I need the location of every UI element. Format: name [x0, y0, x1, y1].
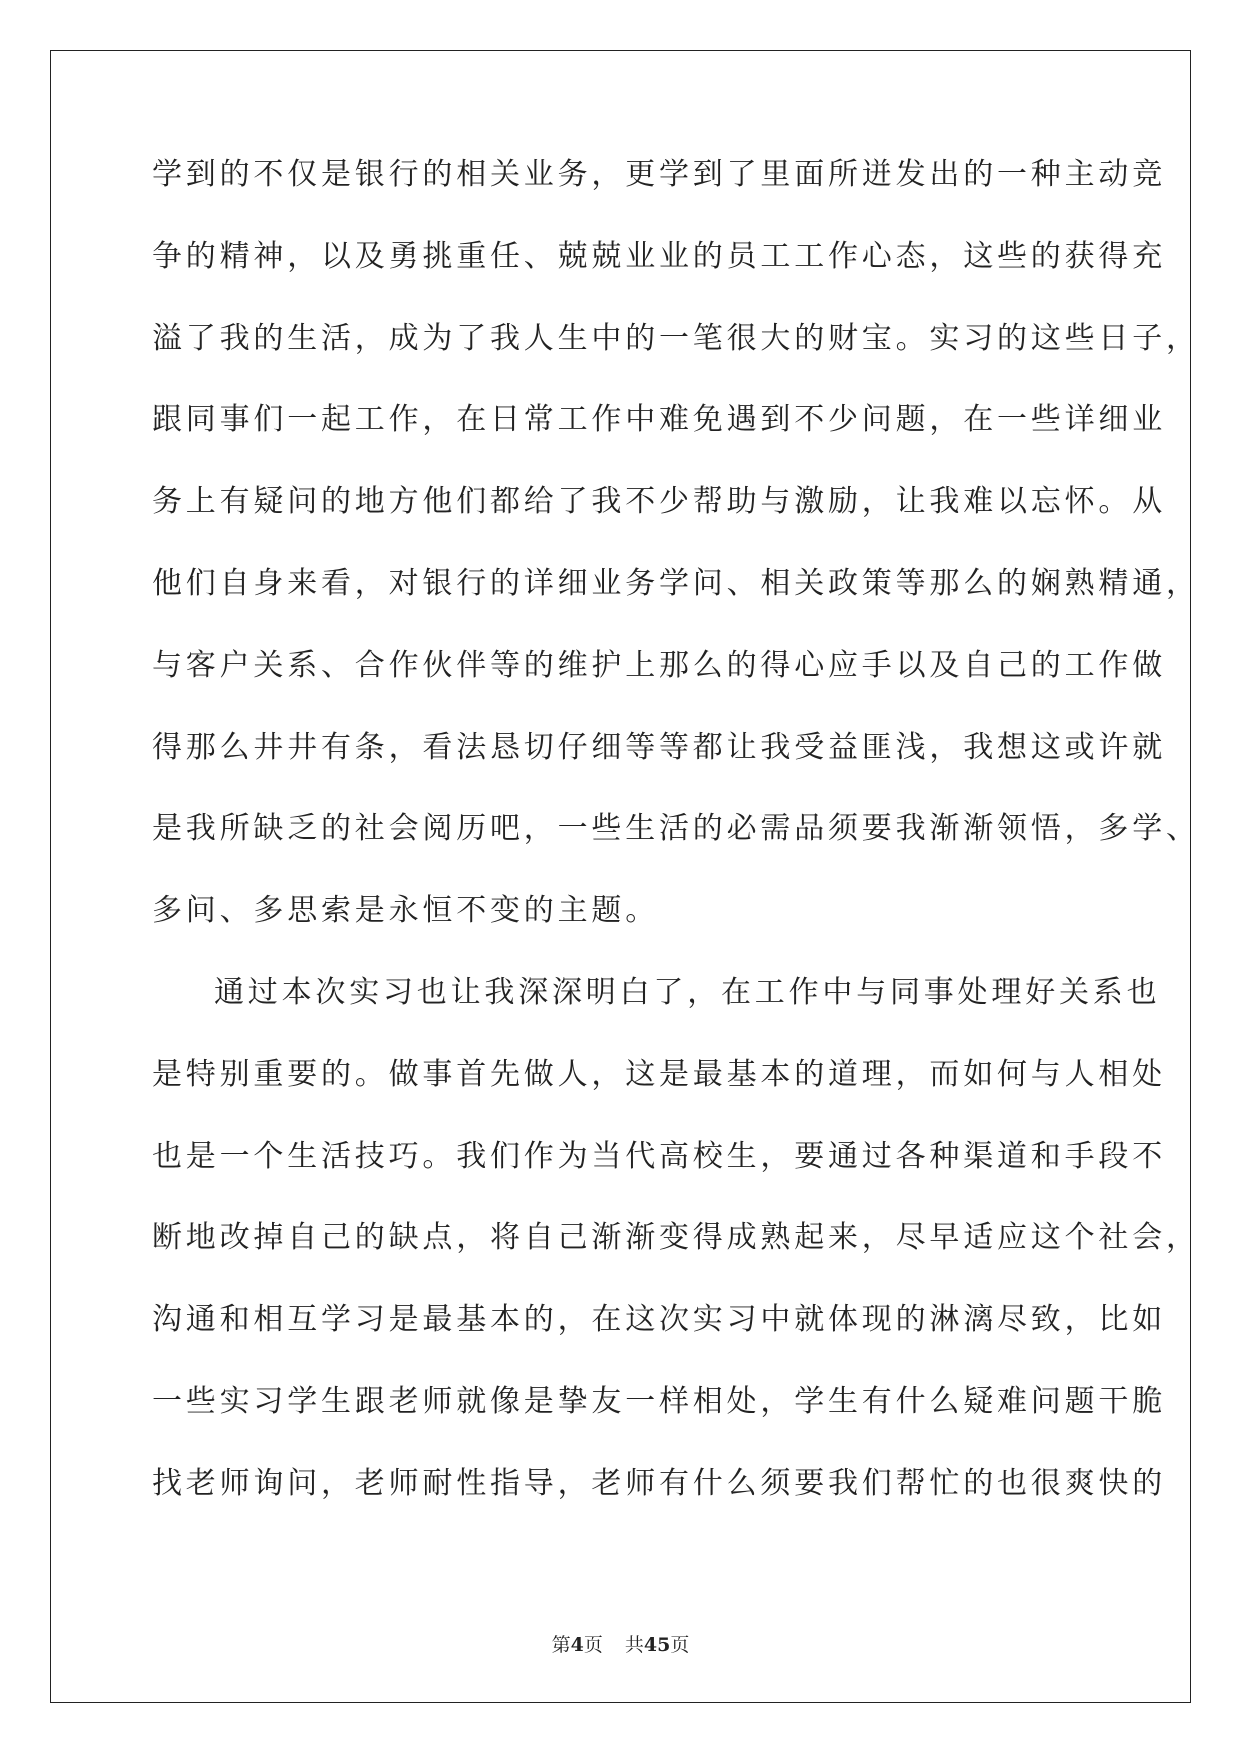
page-prefix: 第 [551, 1634, 571, 1656]
paragraph-first-line: 通过本次实习也让我深深明白了，在工作中与同事处理好关系也 [214, 974, 1161, 1010]
text-line: 是我所缺乏的社会阅历吧，一些生活的必需品须要我渐渐领悟，多学、 [152, 811, 1200, 847]
text-line: 溢了我的生活，成为了我人生中的一笔很大的财宝。实习的这些日子， [152, 320, 1200, 356]
total-prefix: 共 [624, 1634, 644, 1656]
text-line: 务上有疑问的地方他们都给了我不少帮助与激励，让我难以忘怀。从 [152, 484, 1166, 520]
page-suffix: 页 [583, 1634, 603, 1656]
text-line: 争的精神，以及勇挑重任、兢兢业业的员工工作心态，这些的获得充 [152, 238, 1166, 274]
page-footer [0, 1630, 1241, 1657]
text-line: 找老师询问，老师耐性指导，老师有什么须要我们帮忙的也很爽快的 [152, 1465, 1166, 1501]
text-line: 与客户关系、合作伙伴等的维护上那么的得心应手以及自己的工作做 [152, 647, 1166, 683]
text-line: 也是一个生活技巧。我们作为当代高校生，要通过各种渠道和手段不 [152, 1138, 1166, 1174]
total-suffix: 页 [670, 1634, 690, 1656]
body-text [152, 157, 1200, 1551]
page-total: 45 [643, 1634, 671, 1656]
text-line: 得那么井井有条，看法恳切仔细等等都让我受益匪浅，我想这或许就 [152, 729, 1166, 765]
text-line: 一些实习学生跟老师就像是挚友一样相处，学生有什么疑难问题干脆 [152, 1383, 1166, 1419]
text-line: 沟通和相互学习是最基本的，在这次实习中就体现的淋漓尽致，比如 [152, 1302, 1166, 1338]
text-line: 断地改掉自己的缺点，将自己渐渐变得成熟起来，尽早适应这个社会， [152, 1220, 1200, 1256]
text-line: 多问、多思索是永恒不变的主题。 [152, 893, 659, 929]
text-line: 他们自身来看，对银行的详细业务学问、相关政策等那么的娴熟精通， [152, 565, 1200, 601]
page-current: 4 [570, 1634, 584, 1656]
text-line: 是特别重要的。做事首先做人，这是最基本的道理，而如何与人相处 [152, 1056, 1166, 1092]
text-line: 跟同事们一起工作，在日常工作中难免遇到不少问题，在一些详细业 [152, 402, 1166, 438]
text-line: 学到的不仅是银行的相关业务，更学到了里面所迸发出的一种主动竞 [152, 157, 1166, 192]
